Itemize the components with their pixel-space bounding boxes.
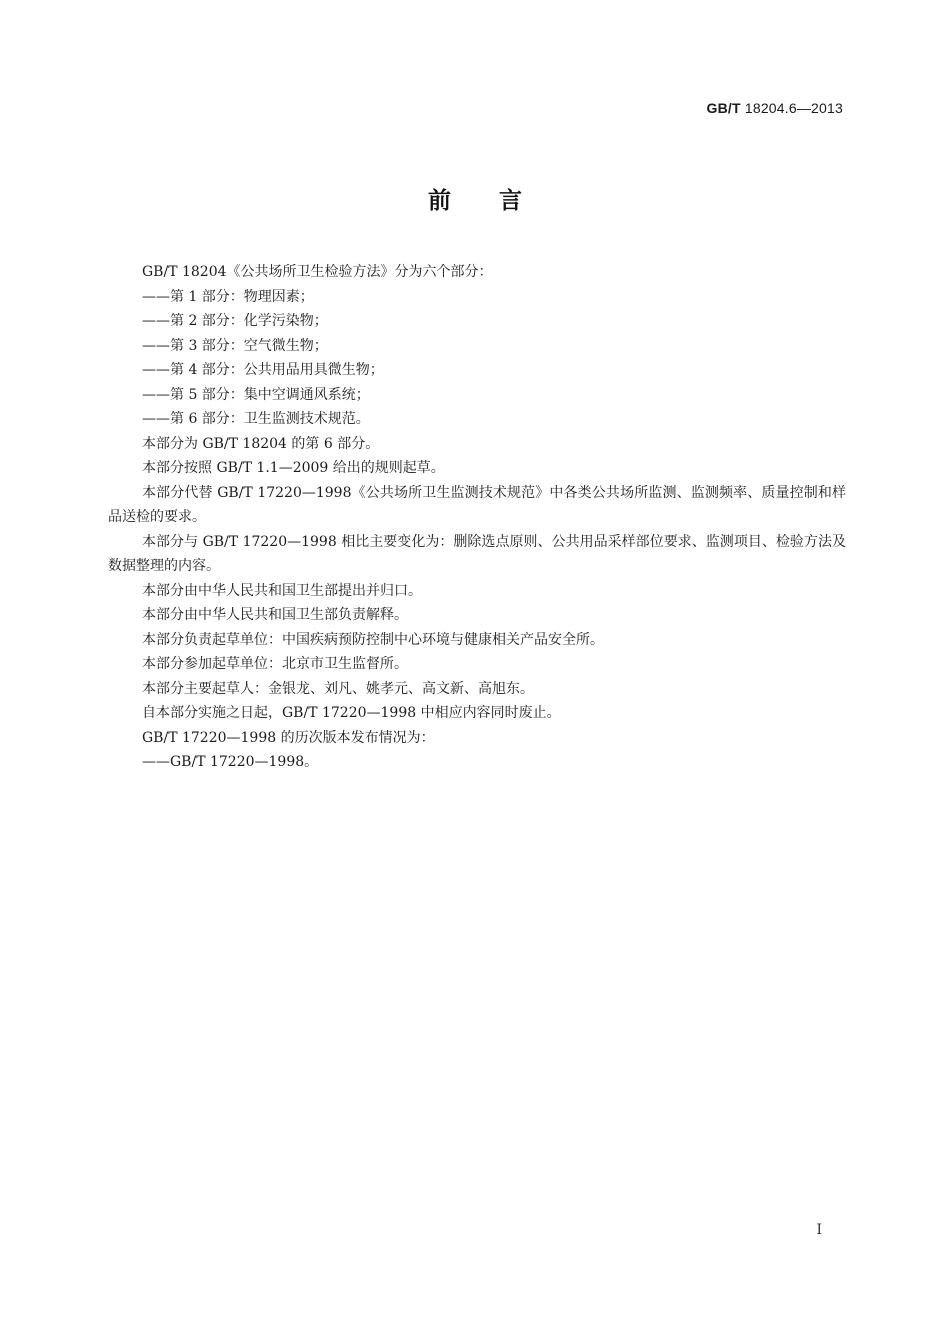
list-item-version: ——GB/T 17220—1998。: [142, 754, 319, 770]
paragraph-interpretation: 本部分由中华人民共和国卫生部负责解释。: [142, 607, 408, 623]
paragraph-drafting-rules: 本部分按照 GB/T 1.1—2009 给出的规则起草。: [142, 460, 445, 476]
standard-code-header: [707, 100, 844, 116]
page-number: I: [816, 1222, 822, 1238]
paragraph-version-history: GB/T 17220—1998 的历次版本发布情况为：: [142, 729, 435, 746]
list-item-part-3: ——第 3 部分：空气微生物；: [142, 337, 328, 354]
standard-prefix: GB/T: [706, 100, 741, 116]
paragraph-participating-unit: 本部分参加起草单位：北京市卫生监督所。: [142, 656, 408, 672]
paragraph-changes: 本部分与 GB/T 17220—1998 相比主要变化为：删除选点原则、公共用品采样部位要求、监测项目、检验方法及数据整理的内容。: [108, 533, 846, 574]
list-item-part-6: ——第 6 部分：卫生监测技术规范。: [142, 411, 370, 427]
paragraph-replaces: 本部分代替 GB/T 17220—1998《公共场所卫生监测技术规范》中各类公共场所监测、监测频率、质量控制和样品送检的要求。: [108, 484, 846, 525]
page-title: 前言: [428, 188, 570, 214]
list-item-part-5: ——第 5 部分：集中空调通风系统；: [142, 386, 370, 403]
paragraph-drafters: 本部分主要起草人：金银龙、刘凡、姚孝元、高文新、高旭东。: [142, 680, 534, 697]
paragraph-part-statement: 本部分为 GB/T 18204 的第 6 部分。: [142, 435, 380, 452]
foreword-body: [108, 260, 846, 775]
paragraph-intro: GB/T 18204《公共场所卫生检验方法》分为六个部分：: [142, 264, 493, 280]
list-item-part-2: ——第 2 部分：化学污染物；: [142, 313, 328, 329]
paragraph-abolition: 自本部分实施之日起，GB/T 17220—1998 中相应内容同时废止。: [142, 705, 561, 721]
list-item-part-4: ——第 4 部分：公共用品用具微生物；: [142, 362, 384, 378]
paragraph-drafting-unit: 本部分负责起草单位：中国疾病预防控制中心环境与健康相关产品安全所。: [142, 631, 604, 648]
list-item-part-1: ——第 1 部分：物理因素；: [142, 288, 314, 305]
paragraph-proposed-by: 本部分由中华人民共和国卫生部提出并归口。: [142, 582, 422, 599]
standard-number: 18204.6—2013: [744, 100, 843, 116]
